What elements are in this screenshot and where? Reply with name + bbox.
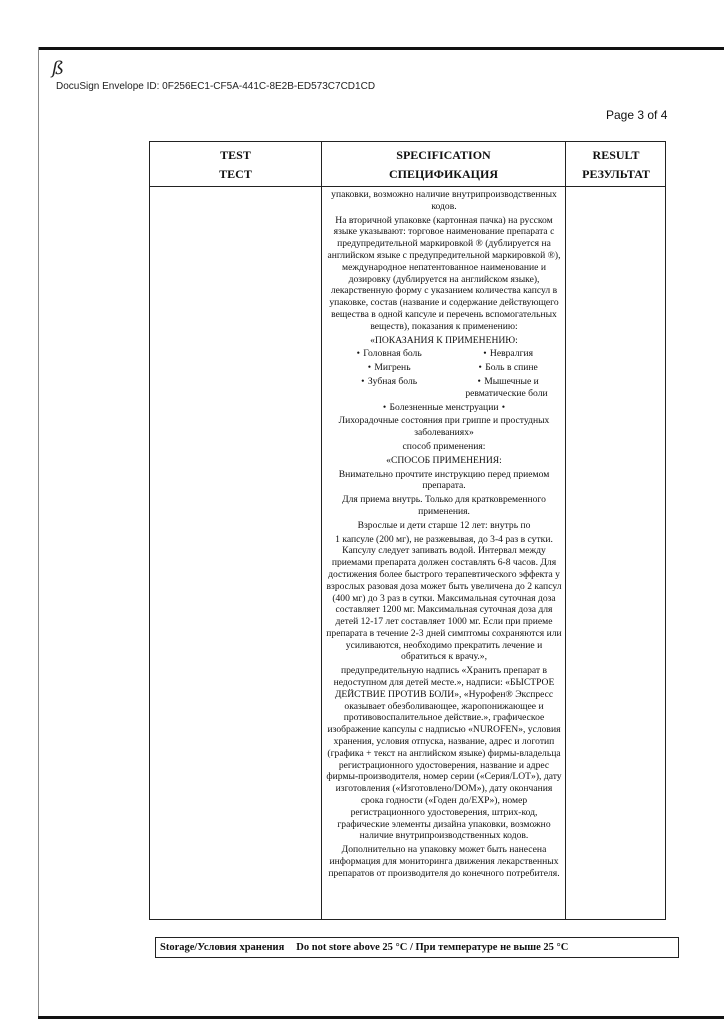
method-paragraph: Взрослые и дети старше 12 лет: внутрь по: [357, 519, 531, 531]
method-paragraph: предупредительную надпись «Хранить препарат в недоступном для детей месте.», надписи: «БЫСТРОЕ ДЕЙСТВИЕ ПРОТИВ БОЛИ», «Нурофен® Экспресс оказывает обезболивающее, жаропонижающее и противовоспалительное действие.», графическое изображение капсулы с надписью «NUROFEN», условия хранения, условия отпуска, название, адрес и логотип (графика + текст на английском языке) фирмы-владельца регистрационного удостоверения, название и адрес фирмы-производителя, номер серии («Серия/LOT»), дату изготовления («Изготовлено/DOM»), дату окончания срока годности («Годен до/EXP»), номер регистрационного удостоверения, штрих-код, графические элементы дизайна упаковки, возможно наличие внутрипроизводственных кодов.: [326, 665, 562, 842]
indication-item: Мигрень: [374, 362, 411, 374]
indication-item: Невралгия: [489, 348, 534, 360]
indication-row: [325, 402, 563, 414]
indication-row: [325, 376, 563, 400]
specification-text: [325, 189, 563, 882]
header-spec-ru: СПЕЦИФИКАЦИЯ: [388, 167, 498, 181]
header-result-ru: РЕЗУЛЬТАТ: [582, 167, 650, 181]
spec-paragraph: упаковки, возможно наличие внутрипроизводственных кодов.: [331, 189, 557, 212]
header-result: [566, 146, 666, 184]
indications-heading: «ПОКАЗАНИЯ К ПРИМЕНЕНИЮ:: [370, 334, 518, 346]
handwritten-mark: ß: [52, 58, 65, 79]
storage-value: Do not store above 25 °C / При температуре не выше 25 °C: [296, 942, 569, 953]
page-number: Page 3 of 4: [606, 108, 668, 122]
bottom-rule: [38, 1016, 724, 1019]
bullet-icon: •: [501, 401, 506, 413]
bullet-icon: •: [356, 348, 360, 360]
bullet-icon: •: [361, 375, 365, 387]
bullet-icon: •: [367, 362, 372, 374]
indication-item: Лихорадочные состояния при гриппе и простудных заболеваниях»: [338, 415, 550, 439]
indication-item: Боль в спине: [485, 362, 538, 374]
indication-row: [325, 362, 563, 374]
indication-item: Мышечные и ревматические боли: [465, 375, 548, 399]
header-test-ru: ТЕСТ: [219, 167, 252, 181]
bullet-icon: •: [483, 348, 487, 360]
envelope-id: DocuSign Envelope ID: 0F256EC1-CF5A-441C-8E2B-ED573C7CD1CD: [56, 81, 376, 92]
header-test-en: TEST: [220, 148, 251, 162]
header-result-en: RESULT: [592, 148, 640, 162]
indication-row: [325, 348, 563, 360]
method-paragraph: Внимательно прочтите инструкцию перед приемом препарата.: [338, 468, 550, 492]
bullet-icon: •: [382, 401, 387, 413]
top-rule: [38, 47, 724, 50]
column-divider-1: [321, 142, 322, 919]
method-paragraph: Для приема внутрь. Только для кратковременного применения.: [342, 494, 546, 517]
header-test: [150, 146, 321, 184]
storage-conditions: [155, 937, 679, 958]
left-margin-line: [38, 47, 39, 1019]
indication-item: Зубная боль: [367, 375, 418, 387]
indication-row: [325, 415, 563, 439]
header-specification: [322, 146, 565, 184]
indication-item: Болезненные менструации: [389, 401, 499, 413]
method-paragraph: 1 капсуле (200 мг), не разжевывая, до 3-4 раз в сутки. Капсулу следует запивать водой. Интервал между приемами препарата должен составлять 6-8 часов. Для достижения более быстрого терапевтического эффекта у взрослых разовая доза может быть увеличена до 2 капсул (400 мг) до 3 раз в сутки. Максимальная суточная доза составляет 1200 мг. Максимальная суточная доза для детей 12-17 лет составляет 1000 мг. Если при приеме препарата в течение 2-3 дней симптомы сохраняются или усиливаются, необходимо прекратить лечение и обратиться к врачу.»,: [326, 533, 562, 663]
method-heading: «СПОСОБ ПРИМЕНЕНИЯ:: [386, 454, 502, 466]
header-divider: [150, 186, 665, 187]
bullet-icon: •: [478, 362, 482, 374]
column-divider-2: [565, 142, 566, 919]
bullet-icon: •: [477, 375, 481, 387]
storage-label: Storage/Условия хранения: [160, 942, 285, 953]
spec-paragraph: На вторичной упаковке (картонная пачка) на русском языке указывают: торговое наименование препарата с предупредительной маркировкой ® (дублируется на английском языке с предупредительной маркировкой ®), международное непатентованное наименование и дозировку (дублируется на английском языке), лекарственную форму с указанием количества капсул в упаковке, состав (название и содержание действующего вещества в одной капсуле и перечень вспомогательных веществ), показания к применению:: [327, 214, 561, 332]
header-spec-en: SPECIFICATION: [396, 148, 491, 162]
indication-item: Головная боль: [363, 348, 422, 360]
specification-table: [149, 141, 666, 920]
method-intro: способ применения:: [402, 440, 486, 452]
method-paragraph: Дополнительно на упаковку может быть нанесена информация для мониторинга движения лекарственных препаратов от производителя до конечного потребителя.: [328, 844, 560, 879]
